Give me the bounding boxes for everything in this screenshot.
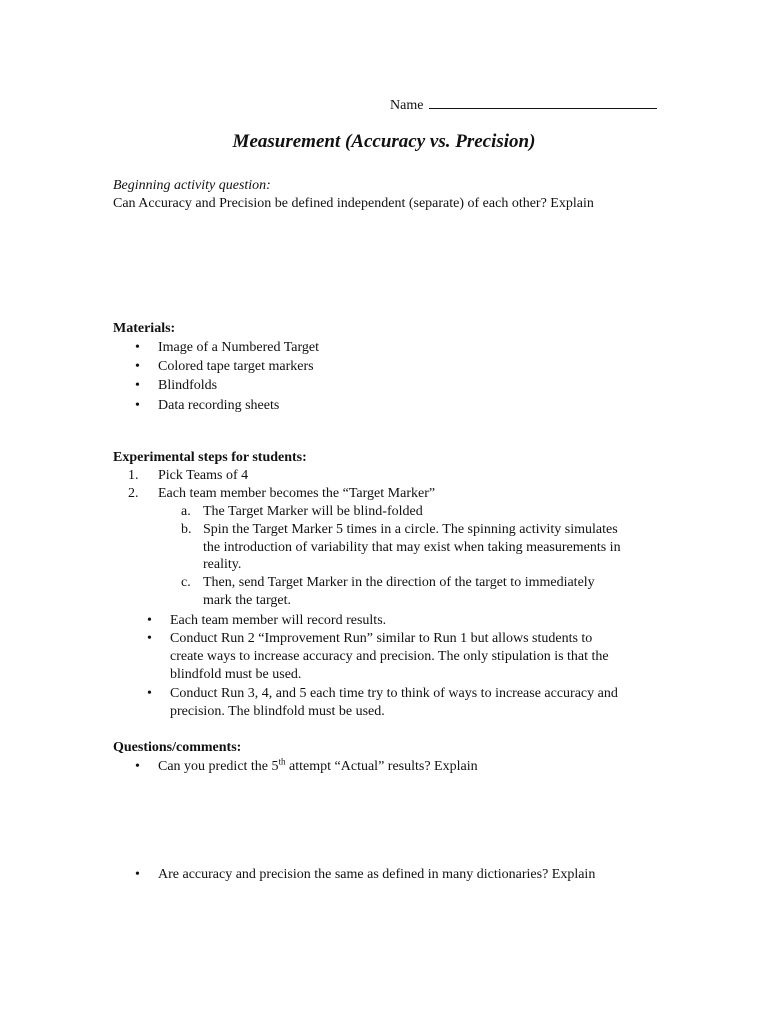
substep-text: The Target Marker will be blind-folded [203,504,423,519]
substep-text: the introduction of variability that may exist when taking measurements in [203,540,621,555]
beginning-activity-question: Can Accuracy and Precision be defined independent (separate) of each other? Explain [113,196,594,211]
step-bullet-continuation: create ways to increase accuracy and precision. The only stipulation is that the [170,649,609,664]
step-bullet-continuation: precision. The blindfold must be used. [170,704,385,719]
step-bullet-item: • Each team member will record results. [170,612,386,630]
step-text: Pick Teams of 4 [158,468,249,483]
question-superscript: th [278,756,286,767]
question-text-end: attempt “Actual” results? Explain [285,759,478,774]
name-label: Name [390,98,424,113]
substep-text: reality. [203,557,242,572]
step-number: 2. [128,486,139,501]
questions-heading: Questions/comments: [113,740,242,755]
name-blank-line[interactable] [429,94,657,109]
substep-letter: a. [181,504,191,519]
materials-item: • Blindfolds [158,377,217,395]
question-item [158,758,478,776]
materials-item: • Data recording sheets [158,397,279,415]
substep-text: Spin the Target Marker 5 times in a circle. The spinning activity simulates [203,522,618,537]
substep-letter: c. [181,575,191,590]
page-title: Measurement (Accuracy vs. Precision) [232,131,536,152]
materials-heading: Materials: [113,321,176,336]
name-field [390,94,657,115]
step-number: 1. [128,468,139,483]
question-item: • Are accuracy and precision the same as defined in many dictionaries? Explain [158,866,595,884]
steps-heading: Experimental steps for students: [113,450,307,465]
step-bullet-item: • Conduct Run 3, 4, and 5 each time try to think of ways to increase accuracy and [170,685,618,703]
substep-text: Then, send Target Marker in the direction of the target to immediately [203,575,595,590]
materials-item: • Colored tape target markers [158,358,314,376]
materials-item: • Image of a Numbered Target [158,339,319,357]
step-bullet-item: • Conduct Run 2 “Improvement Run” similar to Run 1 but allows students to [170,630,592,648]
step-bullet-continuation: blindfold must be used. [170,667,302,682]
substep-text: mark the target. [203,593,291,608]
step-text: Each team member becomes the “Target Marker” [158,486,436,501]
substep-letter: b. [181,522,192,537]
beginning-activity-label: Beginning activity question: [113,178,271,193]
question-text-start: Can you predict the 5 [158,759,279,774]
